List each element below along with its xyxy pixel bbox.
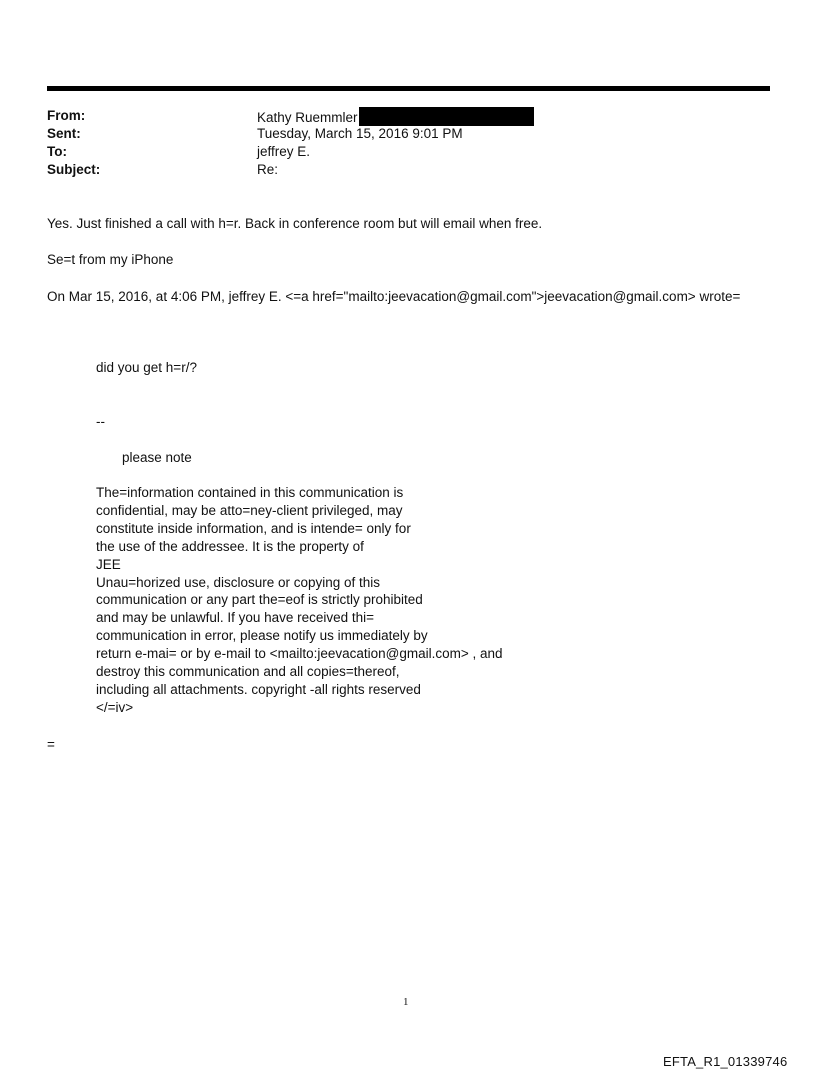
header-rule — [47, 86, 770, 91]
subject-value: Re: — [257, 162, 279, 177]
to-label: To: — [47, 144, 67, 159]
sent-value: Tuesday, March 15, 2016 9:01 PM — [257, 126, 463, 141]
sent-label: Sent: — [47, 126, 81, 141]
notice-line: including all attachments. copyright -all rights reserved — [96, 681, 421, 697]
notice-line: confidential, may be atto=ney-client privileged, may — [96, 502, 403, 518]
please-note: please note — [122, 450, 192, 465]
bates-number: EFTA_R1_01339746 — [663, 1054, 788, 1069]
subject-label: Subject: — [47, 162, 101, 177]
quoted-question: did you get h=r/? — [96, 360, 197, 375]
notice-line: destroy this communication and all copies=thereof, — [96, 664, 400, 680]
notice-line: the use of the addressee. It is the property of — [96, 538, 364, 554]
redaction-box — [359, 107, 534, 126]
page-number: 1 — [403, 996, 409, 1008]
reply-line: Yes. Just finished a call with h=r. Back in conference room but will email when free. — [47, 216, 543, 231]
confidentiality-notice — [96, 484, 503, 717]
trailing-equals: = — [47, 737, 55, 752]
notice-line: and may be unlawful. If you have received thi= — [96, 610, 375, 626]
sender-name: Kathy Ruemmler — [257, 110, 358, 125]
from-label: From: — [47, 108, 86, 123]
notice-line: communication in error, please notify us immediately by — [96, 628, 428, 644]
notice-line: communication or any part the=eof is strictly prohibited — [96, 592, 423, 608]
to-value: jeffrey E. — [257, 144, 311, 159]
notice-line: return e-mai= or by e-mail to <mailto:jeevacation@gmail.com> , and — [96, 646, 503, 662]
quote-intro: On Mar 15, 2016, at 4:06 PM, jeffrey E. <=a href="mailto:jeevacation@gmail.com">jeevacation@gmail.com> wrote= — [47, 289, 741, 304]
notice-line: Unau=horized use, disclosure or copying of this — [96, 574, 381, 590]
notice-line: JEE — [96, 556, 121, 572]
signature-separator: -- — [96, 414, 105, 429]
notice-line: The=information contained in this communication is — [96, 485, 404, 500]
from-value — [257, 107, 534, 127]
notice-line: </=iv> — [96, 699, 134, 715]
notice-line: constitute inside information, and is intende= only for — [96, 520, 411, 536]
signature-line: Se=t from my iPhone — [47, 252, 174, 267]
